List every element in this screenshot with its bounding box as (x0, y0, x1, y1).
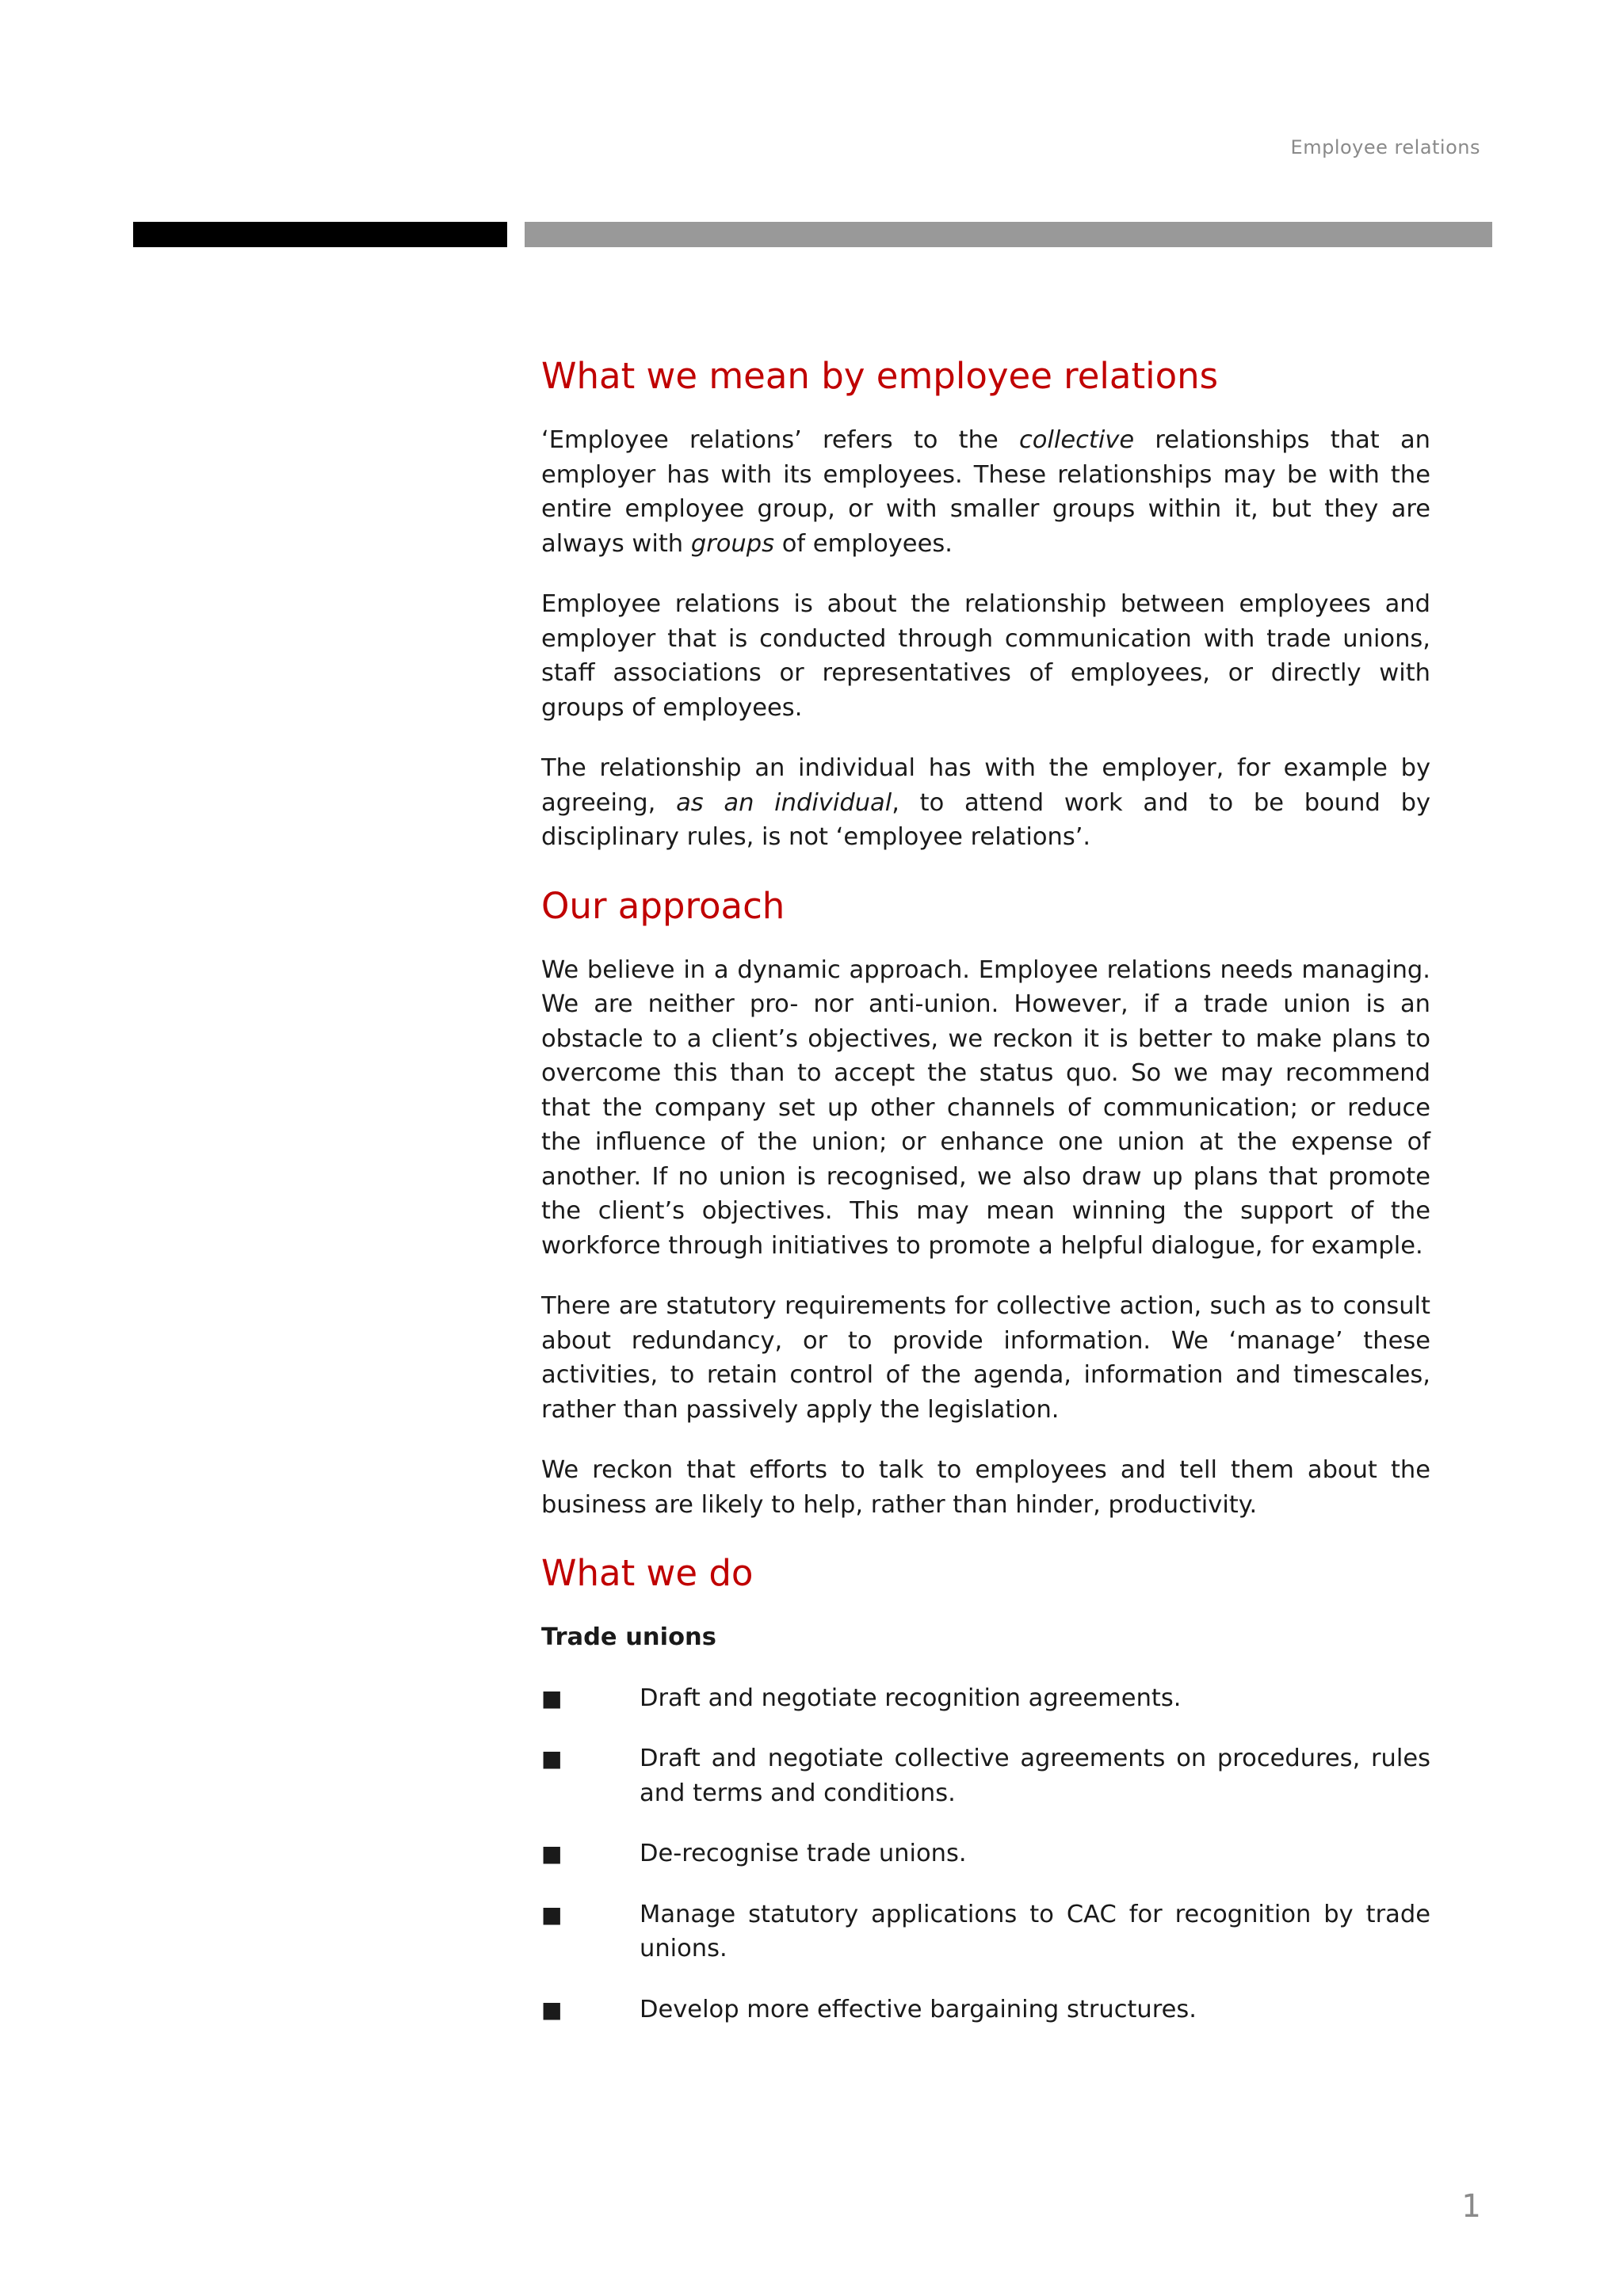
emphasis-groups: groups (690, 529, 774, 558)
page-number: 1 (1461, 2188, 1480, 2225)
section-heading-definition: What we mean by employee relations (541, 355, 1219, 397)
list-item: ■ Draft and negotiate collective agreements on procedures, rules and terms and conditions. (541, 1741, 1430, 1810)
list-item: ■ Manage statutory applications to CAC for recognition by trade unions. (541, 1897, 1430, 1966)
square-bullet-icon: ■ (541, 1901, 563, 1928)
square-bullet-icon: ■ (541, 1996, 563, 2023)
subheading-trade-unions: Trade unions (541, 1623, 716, 1651)
list-item: ■ Develop more effective bargaining structures. (541, 1993, 1430, 2027)
definition-paragraph-3: The relationship an individual has with the employer, for example by agreeing, as an individual, to attend work and to be bound by disciplinary rules, is not ‘employee relations’. (541, 754, 1430, 851)
section-definition (541, 355, 1430, 855)
section-heading-what-we-do: What we do (541, 1552, 754, 1594)
approach-paragraph-2: There are statutory requirements for collective action, such as to consult about redundancy, or to provide information. We ‘manage’ these activities, to retain control of the agenda, information and timescales, rather than passively apply the legislation. (541, 1292, 1430, 1424)
emphasis-collective: collective (1018, 426, 1135, 454)
header-bar-black (133, 222, 507, 247)
square-bullet-icon: ■ (541, 1684, 563, 1711)
approach-paragraph-1: We believe in a dynamic approach. Employee relations needs managing. We are neither pro- nor anti-union. However, if a trade union is an obstacle to a client’s objectives, we reckon it is better to make plans to overcome this than to accept the status quo. So we may recommend that the company set up other channels of communication; or reduce the influence of the union; or enhance one union at the expense of another. If no union is recognised, we also draw up plans that promote the client’s objectives. This may mean winning the support of the workforce through initiatives to promote a helpful dialogue, for example. (541, 955, 1430, 1260)
running-header: Employee relations (1290, 136, 1480, 158)
main-content (541, 355, 1430, 2057)
square-bullet-icon: ■ (541, 1840, 563, 1867)
list-item: ■ De-recognise trade unions. (541, 1836, 1430, 1871)
section-heading-approach: Our approach (541, 884, 785, 927)
approach-paragraph-3: We reckon that efforts to talk to employees and tell them about the business are likely to help, rather than hinder, productivity. (541, 1456, 1430, 1519)
section-approach (541, 885, 1430, 1523)
emphasis-as-an-individual: as an individual (676, 788, 892, 817)
definition-paragraph-2: Employee relations is about the relationship between employees and employer that is conducted through communication with trade unions, staff associations or representatives of employees, or directly with groups of employees. (541, 590, 1430, 722)
square-bullet-icon: ■ (541, 1745, 563, 1772)
definition-paragraph-1: ‘Employee relations’ refers to the collective relationships that an employer has with its employees. These relationships may be with the entire employee group, or with smaller groups within it, but they are always with groups of employees. (541, 426, 1430, 558)
list-item: ■ Draft and negotiate recognition agreements. (541, 1681, 1430, 1716)
header-bar-grey (525, 222, 1492, 247)
section-what-we-do (541, 1552, 1430, 2027)
trade-unions-list (541, 1681, 1430, 2027)
